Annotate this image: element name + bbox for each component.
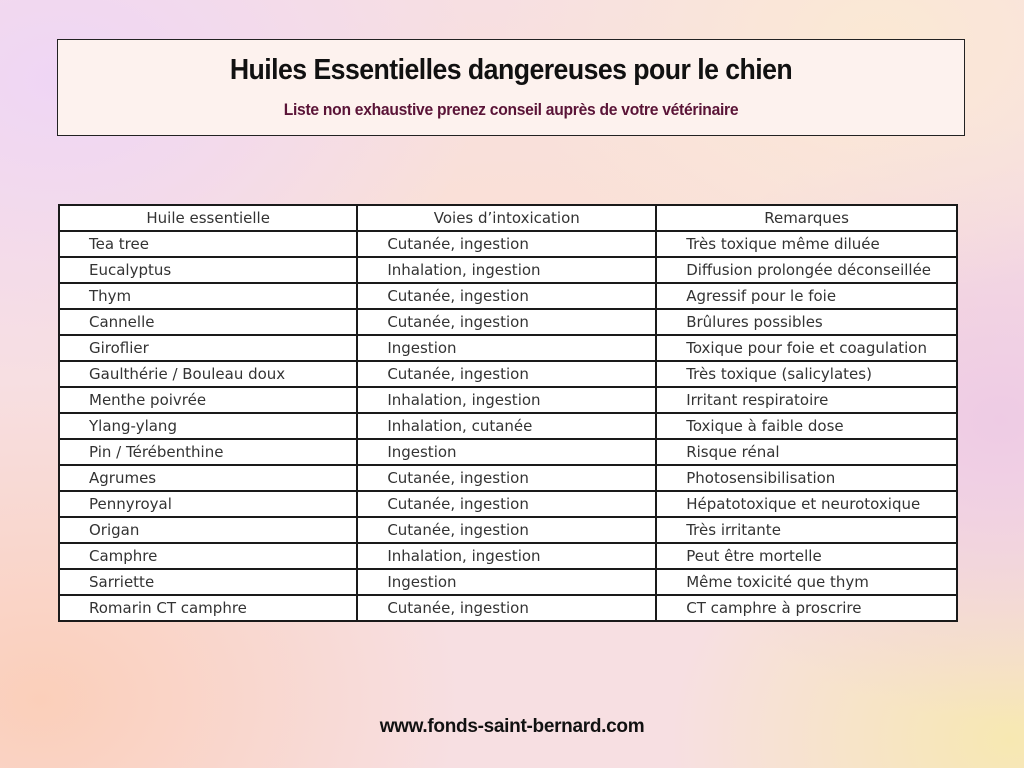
remark-cell: Brûlures possibles: [656, 309, 957, 335]
remark-cell: Très toxique même diluée: [656, 231, 957, 257]
remark-cell: Très irritante: [656, 517, 957, 543]
page-subtitle: Liste non exhaustive prenez conseil auprès de votre vétérinaire: [283, 100, 739, 119]
intoxication-route-cell: Ingestion: [357, 439, 656, 465]
oil-name-cell: Tea tree: [59, 231, 357, 257]
intoxication-route-cell: Ingestion: [357, 569, 656, 595]
remark-cell: Même toxicité que thym: [656, 569, 957, 595]
oil-name-cell: Menthe poivrée: [59, 387, 357, 413]
remark-cell: CT camphre à proscrire: [656, 595, 957, 621]
column-header-remarks: Remarques: [656, 205, 957, 231]
oil-name-cell: Giroflier: [59, 335, 357, 361]
title-banner: [57, 39, 965, 136]
oil-name-cell: Thym: [59, 283, 357, 309]
table-row: [59, 569, 957, 595]
table-row: [59, 283, 957, 309]
essential-oils-table: [58, 204, 958, 622]
table-row: [59, 309, 957, 335]
intoxication-route-cell: Cutanée, ingestion: [357, 309, 656, 335]
remark-cell: Diffusion prolongée déconseillée: [656, 257, 957, 283]
remark-cell: Risque rénal: [656, 439, 957, 465]
oil-name-cell: Ylang-ylang: [59, 413, 357, 439]
intoxication-route-cell: Inhalation, ingestion: [357, 257, 656, 283]
intoxication-route-cell: Ingestion: [357, 335, 656, 361]
oil-name-cell: Eucalyptus: [59, 257, 357, 283]
remark-cell: Photosensibilisation: [656, 465, 957, 491]
oil-name-cell: Sarriette: [59, 569, 357, 595]
intoxication-route-cell: Inhalation, cutanée: [357, 413, 656, 439]
intoxication-route-cell: Cutanée, ingestion: [357, 491, 656, 517]
table-row: [59, 491, 957, 517]
remark-cell: Hépatotoxique et neurotoxique: [656, 491, 957, 517]
table-row: [59, 231, 957, 257]
oil-name-cell: Origan: [59, 517, 357, 543]
oil-name-cell: Camphre: [59, 543, 357, 569]
table-row: [59, 335, 957, 361]
table-header-row: [59, 205, 957, 231]
remark-cell: Toxique à faible dose: [656, 413, 957, 439]
intoxication-route-cell: Inhalation, ingestion: [357, 387, 656, 413]
column-header-oil: Huile essentielle: [59, 205, 357, 231]
table-row: [59, 543, 957, 569]
table-row: [59, 465, 957, 491]
table-row: [59, 387, 957, 413]
remark-cell: Peut être mortelle: [656, 543, 957, 569]
table-row: [59, 257, 957, 283]
intoxication-route-cell: Cutanée, ingestion: [357, 465, 656, 491]
oil-name-cell: Romarin CT camphre: [59, 595, 357, 621]
intoxication-route-cell: Cutanée, ingestion: [357, 595, 656, 621]
remark-cell: Irritant respiratoire: [656, 387, 957, 413]
intoxication-route-cell: Cutanée, ingestion: [357, 283, 656, 309]
table-row: [59, 361, 957, 387]
oil-name-cell: Pennyroyal: [59, 491, 357, 517]
oil-name-cell: Pin / Térébenthine: [59, 439, 357, 465]
column-header-routes: Voies d’intoxication: [357, 205, 656, 231]
intoxication-route-cell: Cutanée, ingestion: [357, 361, 656, 387]
intoxication-route-cell: Cutanée, ingestion: [357, 231, 656, 257]
remark-cell: Très toxique (salicylates): [656, 361, 957, 387]
intoxication-route-cell: Cutanée, ingestion: [357, 517, 656, 543]
table-row: [59, 439, 957, 465]
website-footer: www.fonds-saint-bernard.com: [379, 716, 645, 737]
remark-cell: Toxique pour foie et coagulation: [656, 335, 957, 361]
table-row: [59, 595, 957, 621]
page-title: Huiles Essentielles dangereuses pour le chien: [229, 54, 793, 86]
table-row: [59, 413, 957, 439]
intoxication-route-cell: Inhalation, ingestion: [357, 543, 656, 569]
oil-name-cell: Cannelle: [59, 309, 357, 335]
oil-name-cell: Agrumes: [59, 465, 357, 491]
oil-name-cell: Gaulthérie / Bouleau doux: [59, 361, 357, 387]
table-row: [59, 517, 957, 543]
remark-cell: Agressif pour le foie: [656, 283, 957, 309]
